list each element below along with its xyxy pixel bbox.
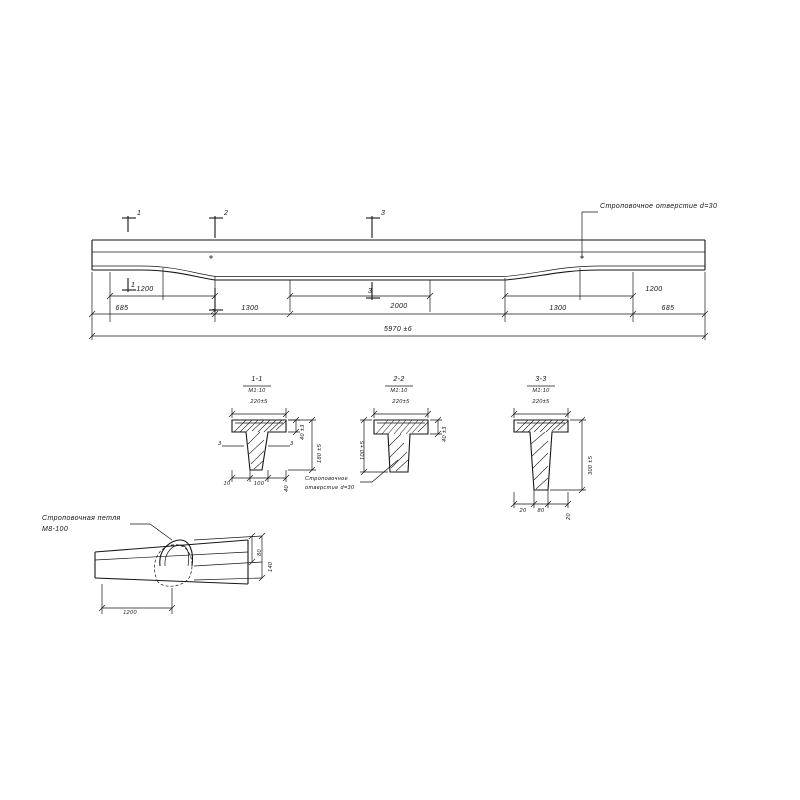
detail-dim-height-outer: 80 <box>257 549 263 556</box>
section-2-2-dim-top: 220±5 <box>392 399 410 405</box>
detail-dim-height-inner: 140 <box>268 561 274 572</box>
dim-lower-2: 1300 <box>241 305 259 312</box>
section-1-1-dim-left-slope: 3 <box>218 441 222 447</box>
section-2-2-dim-left: 100 ±5 <box>360 440 366 460</box>
section-mark-3-top: 3 <box>381 210 386 217</box>
dim-upper-2: 2000 <box>390 303 408 310</box>
section-3-3-dim-bottom-left: 20 <box>519 508 527 514</box>
section-2-2-title: 2-2 <box>393 376 405 383</box>
detail-callout-line1: Строповочная петля <box>42 515 121 522</box>
section-2-2-dim-right: 40 ±3 <box>442 426 448 442</box>
dim-overall: 5970 ±6 <box>383 326 413 333</box>
dim-lower-1: 685 <box>115 305 129 312</box>
detail-dim-bottom: 1200 <box>123 610 137 616</box>
section-3-3-dim-top: 220±5 <box>532 399 550 405</box>
section-1-1-dim-bottom-mid: 100 <box>253 481 265 487</box>
section-1-1-dim-bottom-left: 10 <box>223 481 231 487</box>
detail-callout-line2: М8-100 <box>42 526 69 533</box>
dim-upper-3: 1200 <box>645 286 663 293</box>
section-2-2-scale: М1:10 <box>390 388 408 394</box>
section-3-3-scale: М1:10 <box>532 388 550 394</box>
section-3-3-dim-bottom-mid: 80 <box>537 508 545 514</box>
section-1-1-title: 1-1 <box>251 376 263 383</box>
section-1-1-dim-right-small: 40 ±3 <box>300 424 306 440</box>
dim-lower-3: 1300 <box>549 305 567 312</box>
dim-upper-1: 1200 <box>136 286 154 293</box>
section-mark-1-top: 1 <box>137 210 142 217</box>
section-3-3-title: 3-3 <box>535 376 547 383</box>
section-1-1-dim-top: 220±5 <box>250 399 268 405</box>
section-3-3-dim-right: 300 ±5 <box>588 455 594 475</box>
callout-lifting-hole-main: Строповочное отверстие d=30 <box>600 203 718 210</box>
section-mark-3-bottom: 3 <box>368 288 373 295</box>
section-3-3-dim-bottom-right: 20 <box>566 513 572 520</box>
section-1-1-dim-bottom-right: 40 <box>284 485 290 492</box>
section-mark-2-bottom: 2 <box>211 309 216 316</box>
section-1-1-scale: М1:10 <box>248 388 266 394</box>
section-mark-2-top: 2 <box>224 210 229 217</box>
dim-lower-4: 685 <box>661 305 675 312</box>
section-1-1-dim-right-slope: 3 <box>290 441 294 447</box>
section-mark-1-bottom: 1 <box>131 282 136 289</box>
section-1-1-dim-right-large: 180 ±5 <box>317 443 323 463</box>
section-2-2-callout-line1: Строповочное <box>305 476 349 482</box>
section-2-2-callout-line2: отверстие d=30 <box>305 485 355 491</box>
